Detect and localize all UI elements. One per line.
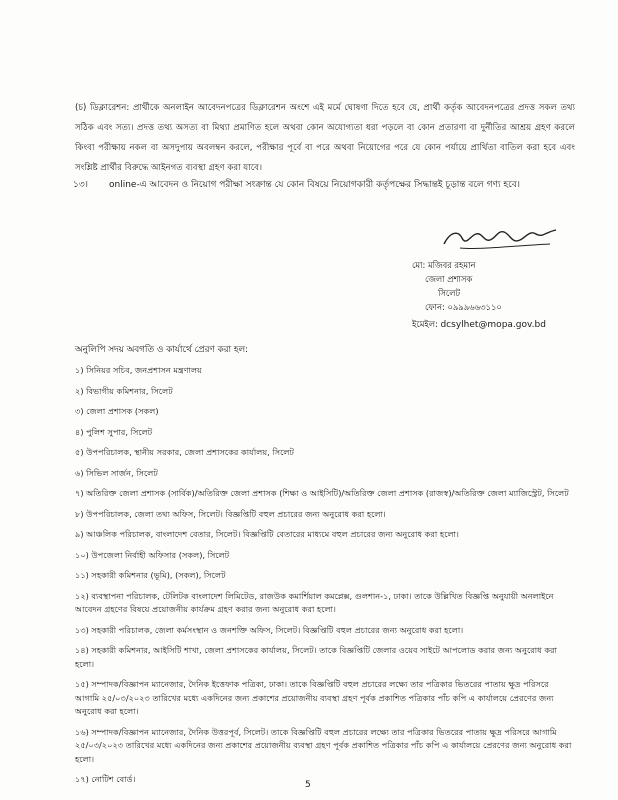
- cc-list-item: ১১) সহকারী কমিশনার (ভূমি), (সকল), সিলেট: [75, 570, 226, 580]
- cc-list: [75, 364, 575, 794]
- cc-list-item: ৩) জেলা প্রশাসক (সকল): [75, 406, 159, 416]
- cc-list-item: ১) সিনিয়র সচিব, জনপ্রশাসন মন্ত্রণালয়: [75, 365, 202, 375]
- declaration-paragraph: (চ) ডিক্লারেশন: প্রার্থীকে অনলাইন আবেদনপত্রের ডিক্লারেশন অংশে এই মর্মে ঘোষণা দিতে হবে যে, প্রার্থী কর্তৃক আবেদনপত্রের প্রদত্ত সকল তথ্য সঠিক এবং সত্য। প্রদত্ত তথ্য অসত্য বা মিথ্যা প্রমাণিত হলে অথবা কোন অযোগ্যতা ধরা পড়লে বা কোন প্রতারণা বা দুর্নীতির আশ্রয় গ্রহণ করলে কিংবা পরীক্ষায় নকল বা অসদুপায় অবলম্বন করলে, পরীক্ষার পূর্বে বা পরে অথবা নিয়োগের পরে যে কোন পর্যায়ে প্রার্থিতা বাতিল করা হবে এবং সংশ্লিষ্ট প্রার্থীর বিরুদ্ধে আইনগত ব্যবস্থা গ্রহণ করা যাবে।: [75, 103, 575, 173]
- item-13-number: ১৩।: [73, 180, 88, 190]
- signatory-title: জেলা প্রশাসক: [425, 274, 473, 284]
- page-number: 5: [305, 780, 311, 790]
- item-13: [73, 178, 520, 192]
- cc-list-item: ১৪) সহকারী কমিশনার, আইসিটি শাখা, জেলা প্রশাসকের কার্যালয়, সিলেট। তাকে বিজ্ঞপ্তিটি জেলার ওয়েব সাইটে আপলোড করার জন্য অনুরোধ করা হলো।: [75, 645, 557, 669]
- signature-block: [412, 258, 546, 332]
- handwritten-signature: [440, 222, 560, 254]
- cc-list-item: ৪) পুলিশ সুপার, সিলেট: [75, 426, 153, 437]
- item-13-text: online-এ আবেদন ও নিয়োগ পরীক্ষা সংক্রান্ত যে কোন বিষয়ে নিয়োগকারী কর্তৃপক্ষের সিদ্ধান্তই চূড়ান্ত বলে গণ্য হবে।: [109, 180, 520, 190]
- signatory-place: সিলেট: [438, 288, 461, 298]
- email-label: ইমেইল:: [412, 319, 438, 329]
- cc-list-item: ৯) আঞ্চলিক পরিচালক, বাংলাদেশ বেতার, সিলেট। বিজ্ঞপ্তিটি বেতারের মাধ্যমে বহুল প্রচারের জন্য অনুরোধ করা হলো।: [75, 529, 459, 539]
- signatory-phone: ফোন: ০৯৯৯৬৬৩১১০: [425, 302, 502, 312]
- cc-list-item: ১৫) সম্পাদক/বিজ্ঞাপন ম্যানেজার, দৈনিক ইত্তেফাক পত্রিকা, ঢাকা। তাকে বিজ্ঞপ্তিটি বহুল প্রচারের লক্ষ্যে তার পত্রিকার ভিতরের পাতায় ক্ষুদ্র পরিসরে আগামি ২৫/০৩/২০২৩ তারিখের মধ্যে একদিনের জন্য প্রকাশের প্রয়োজনীয় ব্যবস্থা গ্রহণ পূর্বক প্রকাশিত পত্রিকার পাঁচ কপি এ কার্যালয়ে প্রেরণের জন্য অনুরোধ করা হলো।: [75, 679, 554, 716]
- cc-list-item: ১০) উপজেলা নির্বাহী অফিসার (সকল), সিলেট: [75, 549, 230, 560]
- cc-list-item: ১৬) সম্পাদক/বিজ্ঞাপন ম্যানেজার, দৈনিক উত্তরপূর্ব, সিলেট। তাকে বিজ্ঞপ্তিটি বহুল প্রচারের লক্ষ্যে তার পত্রিকার ভিতরের পাতায় ক্ষুদ্র পরিসরে আগামি ২৫/০৩/২০২৩ তারিখের মধ্যে একদিনের জন্য প্রকাশের প্রয়োজনীয় ব্যবস্থা গ্রহণ পূর্বক প্রকাশিত পত্রিকার পাঁচ কপি এ কার্যালয়ে প্রেরণের জন্য অনুরোধ করা হলো।: [75, 726, 572, 764]
- cc-list-item: ১৩) সহকারী পরিচালক, জেলা কর্মসংস্থান ও জনশক্তি অফিস, সিলেট। বিজ্ঞপ্তিটি বহুল প্রচারের জন্য অনুরোধ করা হলো।: [75, 624, 464, 635]
- cc-title: অনুলিপি সদয় অবগতি ও কার্যার্থে প্রেরণ করা হল:: [75, 345, 249, 355]
- cc-list-item: ১৭) নোটিশ বোর্ড।: [75, 774, 136, 784]
- cc-list-item: ৭) অতিরিক্ত জেলা প্রশাসক (সার্বিক)/অতিরিক্ত জেলা প্রশাসক (শিক্ষা ও আইসিটি)/অতিরিক্ত জেলা প্রশাসক (রাজস্ব)/অতিরিক্ত জেলা ম্যাজিস্ট্রেট, সিলেট: [75, 488, 569, 498]
- cc-list-item: ৮) উপপরিচালক, জেলা তথ্য অফিস, সিলেট। বিজ্ঞপ্তিটি বহুল প্রচারের জন্য অনুরোধ করা হলো।: [75, 508, 386, 519]
- cc-list-item: ২) বিভাগীয় কমিশনার, সিলেট: [75, 385, 173, 396]
- email-address: dcsylhet@mopa.gov.bd: [440, 320, 546, 330]
- cc-list-item: ৫) উপপরিচালক, স্থানীয় সরকার, জেলা প্রশাসকের কার্যালয়, সিলেট: [75, 447, 294, 457]
- signatory-name: মো: মজিবর রহমান: [412, 260, 476, 270]
- signatory-email-line: [412, 317, 546, 332]
- cc-list-item: ৬) সিভিল সার্জন, সিলেট: [75, 467, 158, 478]
- cc-list-item: ১২) ব্যবস্থাপনা পরিচালক, টেলিটক বাংলাদেশ লিমিটেড, রাজউক কমার্শিয়াল কমপ্লেক্স, গুলশান-১, ঢাকা। তাকে উল্লিখিত বিজ্ঞপ্তি অনুযায়ী অনলাইনে আবেদন গ্রহণের বিষয়ে প্রয়োজনীয় কার্যক্রম গ্রহণ করার জন্য অনুরোধ করা হলো।: [75, 590, 554, 614]
